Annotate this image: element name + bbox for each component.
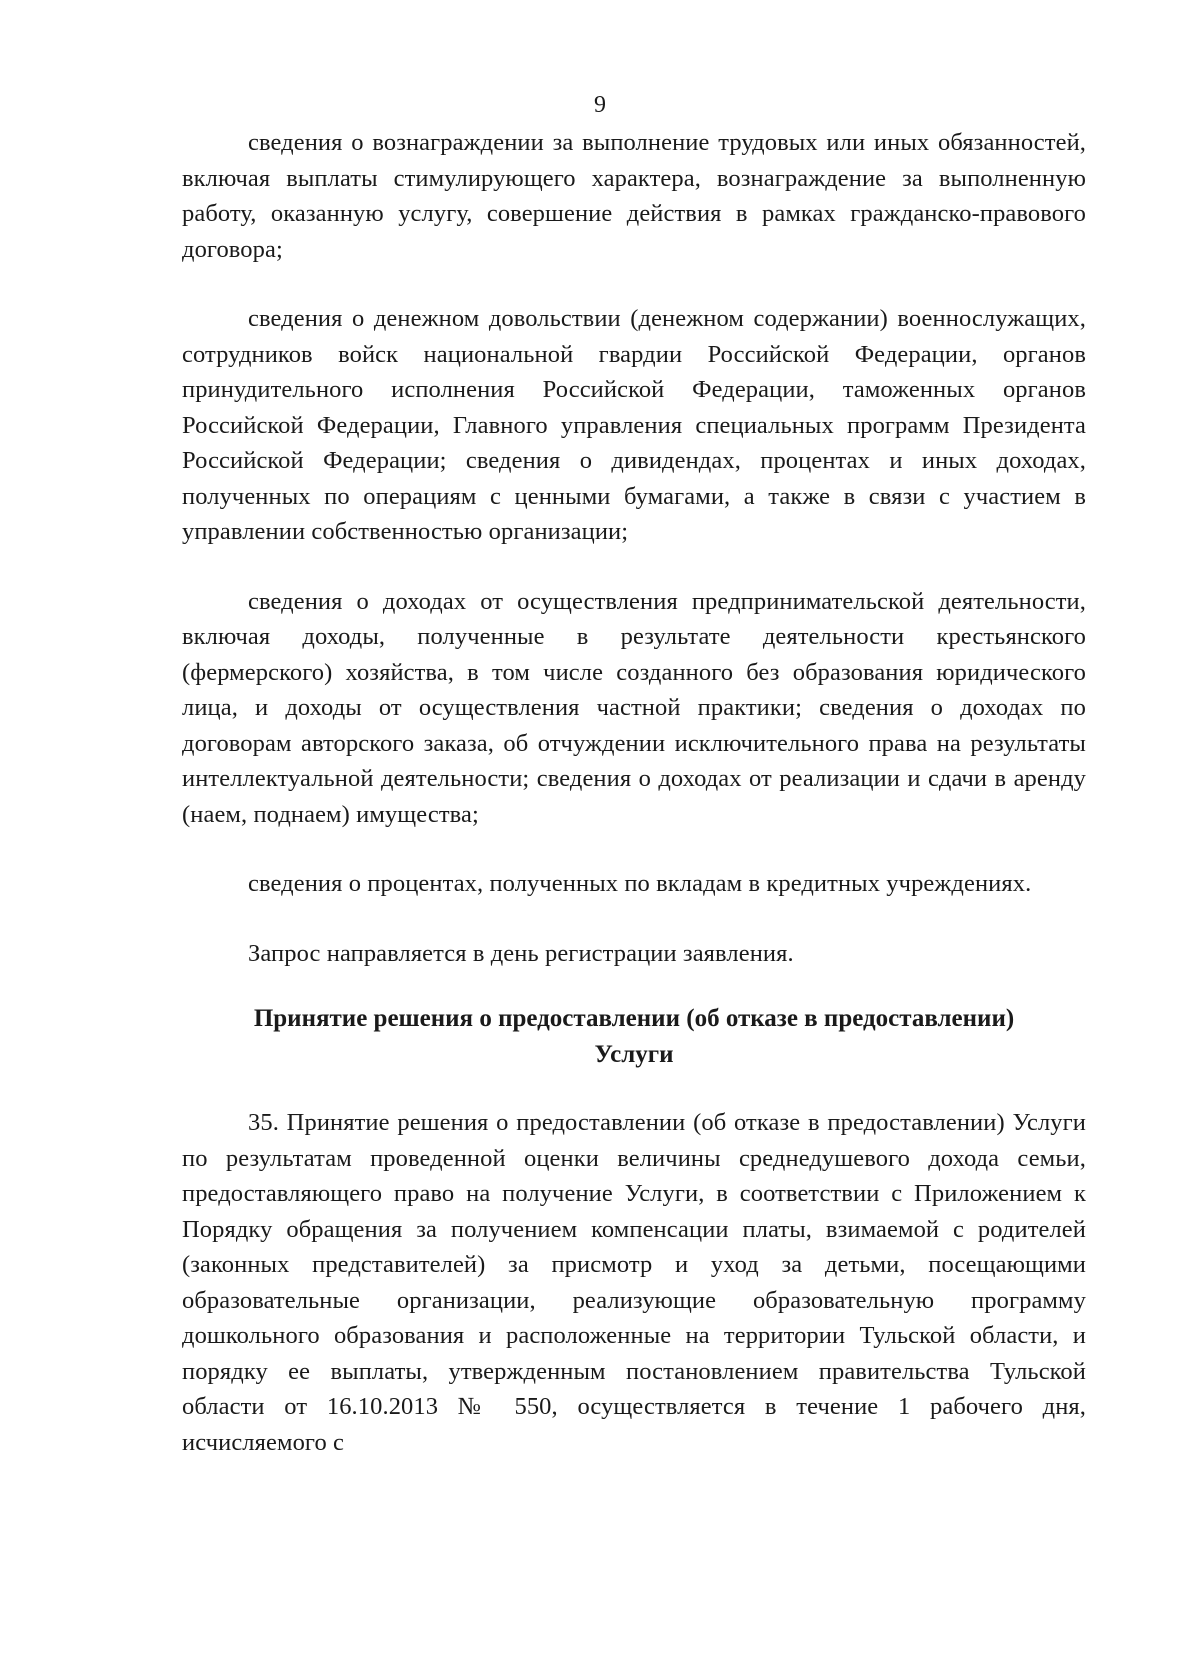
paragraph-35: 35. Принятие решения о предоставлении (об отказе в предоставлении) Услуги по результатам проведенной оценки величины среднедушевого дохода семьи, предоставляющего право на получение Услуги, в соответствии с Приложением к Порядку обращения за получением компенсации платы, взимаемой с родителей (законных представителей) за присмотр и уход за детьми, посещающими образовательные организации, реализующие образовательную программу дошкольного образования и расположенные на территории Тульской области, и порядку ее выплаты, утвержденным постановлением правительства Тульской области от 16.10.2013 № 550, осуществляется в течение 1 рабочего дня, исчисляемого с [182,1109,1086,1456]
paragraph-remuneration: сведения о вознаграждении за выполнение трудовых или иных обязанностей, включая выплаты стимулирующего характера, вознаграждение за выполненную работу, оказанную услугу, совершение действия в рамках гражданско-правового договора; [182,129,1086,263]
section-heading-line-1: Принятие решения о предоставлении (об отказе в предоставлении) [253,1005,1015,1032]
paragraph-deposit-interest: сведения о процентах, полученных по вкладам в кредитных учреждениях. [248,870,1032,897]
page-number: 9 [594,92,606,118]
section-heading [182,1001,1086,1073]
document-body [182,125,1086,1460]
paragraph-monetary-allowance: сведения о денежном довольствии (денежном содержании) военнослужащих, сотрудников войск национальной гвардии Российской Федерации, органов принудительного исполнения Российской Федерации, таможенных органов Российской Федерации, Главного управления специальных программ Президента Российской Федерации; сведения о дивидендах, процентах и иных доходах, полученных по операциям с ценными бумагами, а также в связи с участием в управлении собственностью организации; [182,305,1086,545]
section-heading-line-2: Услуги [594,1041,674,1068]
paragraph-request-timing: Запрос направляется в день регистрации заявления. [248,939,794,967]
paragraph-business-income: сведения о доходах от осуществления предпринимательской деятельности, включая доходы, полученные в результате деятельности крестьянского (фермерского) хозяйства, в том числе созданного без образования юридического лица, и доходы от осуществления частной практики; сведения о доходах по договорам авторского заказа, об отчуждении исключительного права на результаты интеллектуальной деятельности; сведения о доходах от реализации и сдачи в аренду (наем, поднаем) имущества; [182,587,1086,828]
